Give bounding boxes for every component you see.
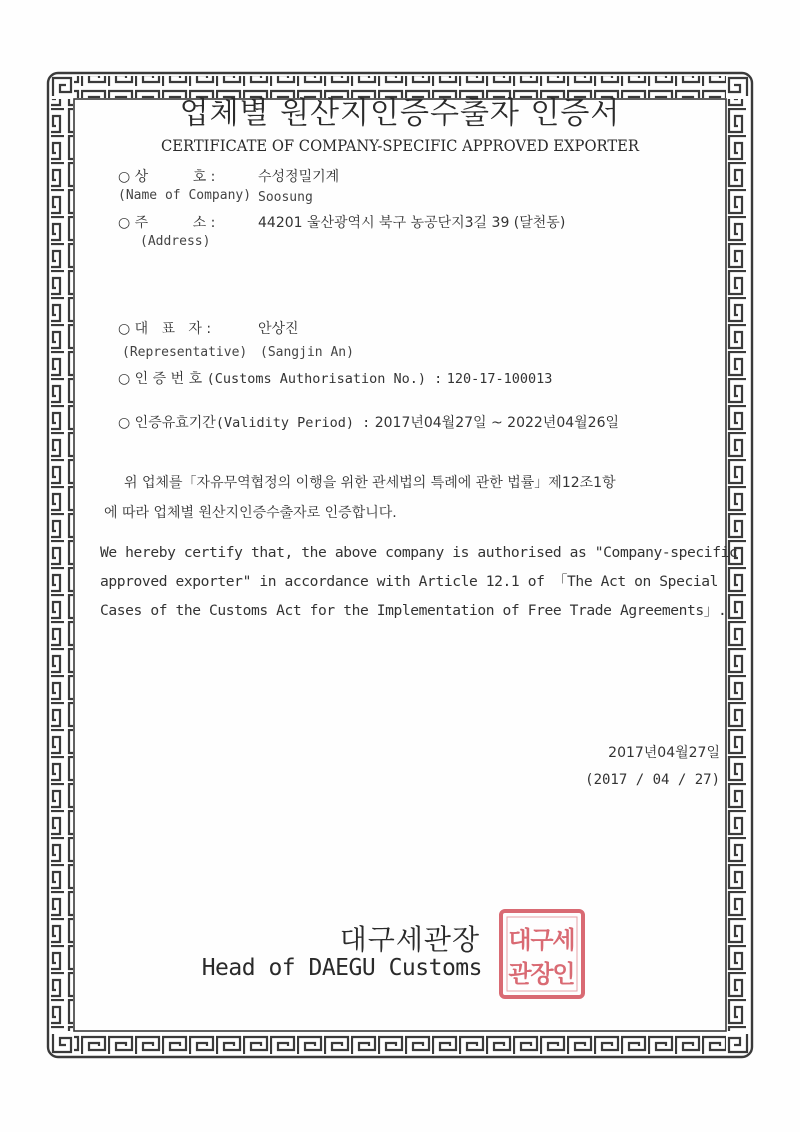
certification-statement-english: We hereby certify that, the above company is authorised as "Company-specific approved exporter" in accordance with Article 12.1 of 「The Act on Special Cases of the Customs Act for the Implementation of Free Trade Agreements」.: [100, 544, 738, 619]
bullet-icon: ○: [118, 321, 131, 337]
seal-glyph: 구: [530, 926, 554, 954]
address-value: 44201 울산광역시 북구 농공단지3길 39 (달천동): [258, 215, 566, 231]
seal-glyph: 장: [530, 960, 554, 988]
address-field-label: ○ 주 소 :: [118, 215, 216, 231]
issue-date-numeric: (2017 / 04 / 27): [585, 772, 720, 788]
official-seal-stamp: [498, 908, 586, 1000]
validity-period-value: 2017년04월27일 ~ 2022년04월26일: [374, 415, 620, 431]
company-name-korean: 수성정밀기계: [258, 169, 340, 185]
representative-name-english: (Sangjin An): [260, 345, 354, 360]
bullet-icon: ○: [118, 215, 131, 231]
representative-field-label: ○ 대 표 자 :: [118, 321, 212, 337]
representative-field-label-english: (Representative): [122, 345, 248, 360]
signatory-english: Head of DAEGU Customs: [201, 955, 482, 981]
seal-glyph: 인: [552, 960, 576, 988]
company-field-label-english: (Name of Company): [118, 188, 252, 203]
company-name-english: Soosung: [258, 190, 313, 205]
certification-statement-korean: 위 업체를「자유무역협정의 이행을 위한 관세법의 특례에 관한 법률」제12조1항 에 따라 업체별 원산지인증수출자로 인증합니다.: [104, 475, 616, 521]
seal-glyph: 대: [508, 926, 532, 954]
certificate-title-korean: 업체별 원산지인증수출자 인증서: [179, 96, 621, 131]
company-field-label: ○ 상 호 :: [118, 169, 216, 185]
certificate-title-english: CERTIFICATE OF COMPANY-SPECIFIC APPROVED EXPORTER: [161, 136, 639, 155]
issue-date-korean: 2017년04월27일: [608, 745, 720, 761]
address-field-label-english: (Address): [140, 234, 211, 249]
seal-glyph: 세: [552, 926, 576, 954]
seal-glyph: 관: [508, 960, 532, 988]
bullet-icon: ○: [118, 415, 131, 431]
bullet-icon: ○: [118, 371, 131, 387]
signatory-korean: 대구세관장: [339, 923, 480, 956]
representative-name-korean: 안상진: [258, 321, 299, 337]
authorisation-number-value: 120-17-100013: [446, 371, 553, 387]
authorisation-number-row: ○ 인 증 번 호 (Customs Authorisation No.) : 120-17-100013: [118, 371, 553, 387]
validity-period-row: ○ 인증유효기간(Validity Period) : 2017년04월27일 ~ 2022년04월26일: [118, 415, 620, 431]
bullet-icon: ○: [118, 169, 131, 185]
